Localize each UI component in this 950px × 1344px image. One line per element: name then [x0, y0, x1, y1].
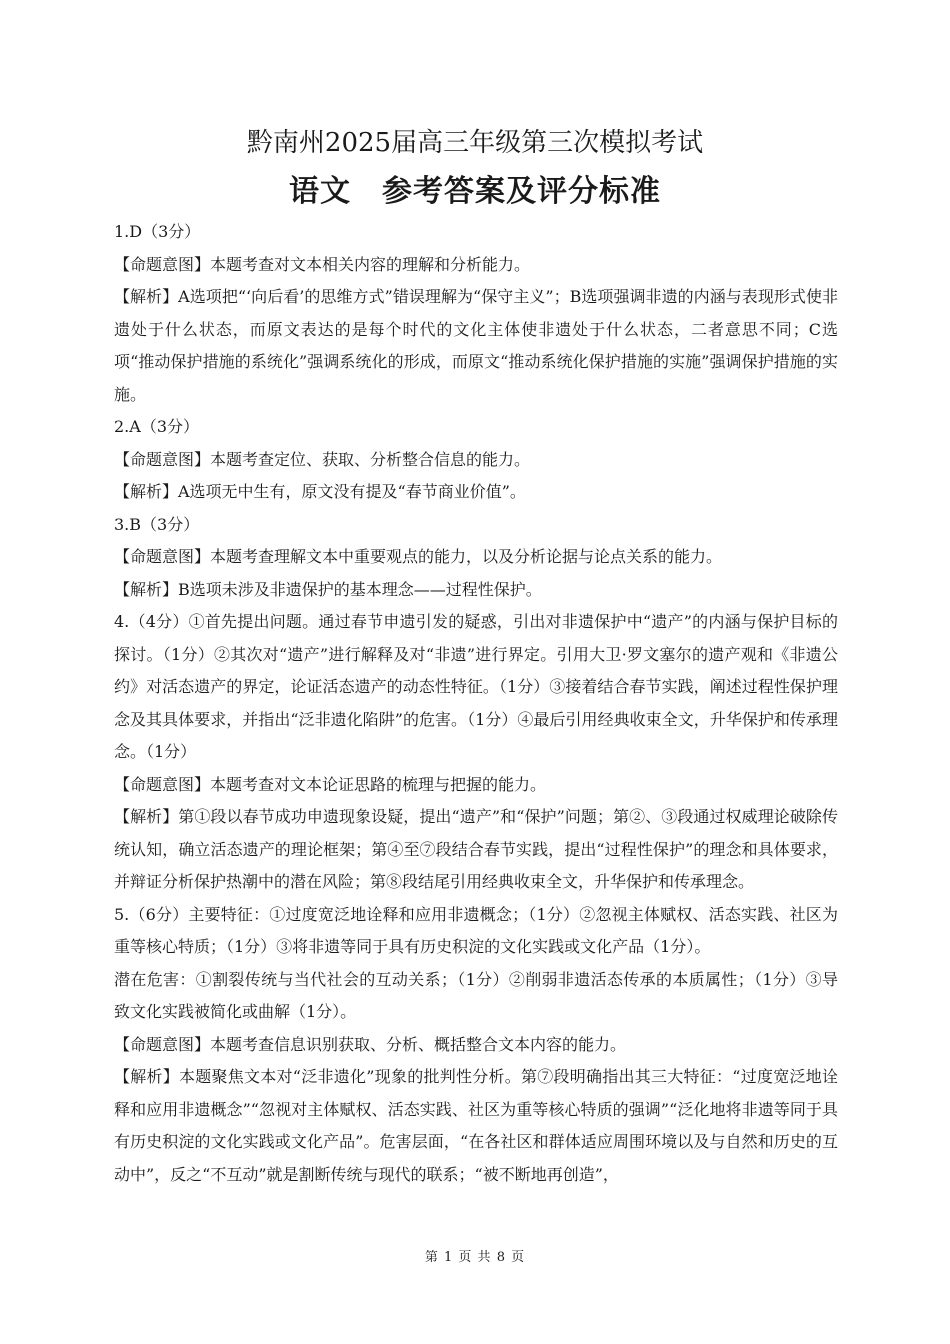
answer-item: 2.A（3分） — [114, 417, 200, 436]
answer-item: 3.B（3分） — [114, 514, 200, 534]
answer-item: 【命题意图】本题考查对文本相关内容的理解和分析能力。 — [114, 254, 531, 274]
answer-item: 4.（4分）①首先提出问题。通过春节申遗引发的疑惑，引出对非遗保护中“遗产”的内涵与保护目标的探讨。（1分）②其次对“遗产”进行解释及对“非遗”进行界定。引用大卫·罗文塞尔的遗产观和《非遗公约》对活态遗产的界定，论证活态遗产的动态性特征。（1分）③接着结合春节实践，阐述过程性保护理念及其具体要求，并指出“泛非遗化陷阱”的危害。（1分）④最后引用经典收束全文，升华保护和传承理念。（1分） — [114, 612, 838, 761]
answer-item: 【解析】B选项未涉及非遗保护的基本理念——过程性保护。 — [114, 579, 542, 599]
document-subtitle: 语文 参考答案及评分标准 — [289, 174, 661, 209]
answer-item: 【解析】第①段以春节成功申遗现象设疑，提出“遗产”和“保护”问题；第②、③段通过权威理论破除传统认知，确立活态遗产的理论框架；第④至⑦段结合春节实践，提出“过程性保护”的理念和具体要求，并辩证分析保护热潮中的潜在风险；第⑧段结尾引用经典收束全文，升华保护和传承理念。 — [114, 807, 838, 891]
answer-item: 【解析】本题聚焦文本对“泛非遗化”现象的批判性分析。第⑦段明确指出其三大特征：“过度宽泛地诠释和应用非遗概念”“忽视对主体赋权、活态实践、社区为重等核心特质的强调”“泛化地将非遗等同于具有历史积淀的文化实践或文化产品”。危害层面，“在各社区和群体适应周围环境以及与自然和历史的互动中”，反之“不互动”就是割断传统与现代的联系；“被不断地再创造”， — [114, 1067, 838, 1184]
answer-item: 【命题意图】本题考查理解文本中重要观点的能力，以及分析论据与论点关系的能力。 — [114, 547, 723, 566]
answer-item: 潜在危害：①割裂传统与当代社会的互动关系；（1分）②削弱非遗活态传承的本质属性；（1分）③导致文化实践被简化或曲解（1分）。 — [114, 969, 838, 1021]
exam-title: 黔南州2025届高三年级第三次模拟考试 — [246, 128, 704, 158]
answer-item: 【解析】A选项无中生有，原文没有提及“春节商业价值”。 — [114, 482, 526, 501]
answer-content — [114, 216, 838, 1191]
answer-item: 【命题意图】本题考查定位、获取、分析整合信息的能力。 — [114, 449, 531, 469]
answer-item: 【命题意图】本题考查对文本论证思路的梳理与把握的能力。 — [114, 774, 547, 794]
page-number: 第 1 页 共 8 页 — [424, 1250, 526, 1265]
answer-item: 1.D（3分） — [114, 222, 201, 241]
answer-item: 5.（6分）主要特征：①过度宽泛地诠释和应用非遗概念；（1分）②忽视主体赋权、活态实践、社区为重等核心特质；（1分）③将非遗等同于具有历史积淀的文化实践或文化产品（1分）。 — [114, 904, 838, 956]
answer-item: 【解析】A选项把“‘向后看’的思维方式”错误理解为“保守主义”；B选项强调非遗的内涵与表现形式使非遗处于什么状态，而原文表达的是每个时代的文化主体使非遗处于什么状态，二者意思不同；C选项“推动保护措施的系统化”强调系统化的形成，而原文“推动系统化保护措施的实施”强调保护措施的实施。 — [114, 287, 838, 404]
answer-item: 【命题意图】本题考查信息识别获取、分析、概括整合文本内容的能力。 — [114, 1034, 627, 1054]
